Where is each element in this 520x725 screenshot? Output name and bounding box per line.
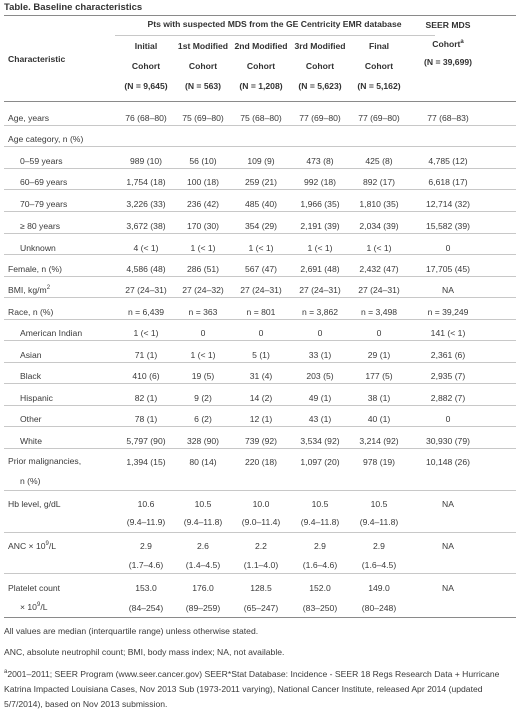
row-value: 17,705 (45) xyxy=(426,264,470,274)
row-value: 0 xyxy=(258,328,264,338)
row-range: (9.0–11.4) xyxy=(241,517,281,527)
table-title: Table. Baseline characteristics xyxy=(4,2,143,13)
row-value: 978 (19) xyxy=(362,457,395,467)
row-range: (1.4–4.5) xyxy=(185,560,221,570)
row-value: 1,966 (35) xyxy=(300,199,340,209)
row-range: (9.4–11.8) xyxy=(183,517,223,527)
row-value: 354 (29) xyxy=(244,221,277,231)
footnote-abbreviations: ANC, absolute neutrophil count; BMI, body mass index; NA, not available. xyxy=(4,647,285,657)
row-label xyxy=(8,285,50,296)
row-separator xyxy=(4,233,516,234)
row-label-text: Other xyxy=(20,414,42,424)
row-label-sup: 2 xyxy=(46,285,51,292)
row-value: 27 (24–31) xyxy=(125,285,167,295)
footnote-seer-source xyxy=(4,667,516,712)
row-value: 10.5 xyxy=(311,499,329,509)
row-value: 4 (< 1) xyxy=(133,243,159,253)
row-label-text: ANC × 10 xyxy=(8,541,46,551)
row-label-text: ≥ 80 years xyxy=(20,221,61,231)
row-value: 2,691 (48) xyxy=(300,264,340,274)
row-value: 77 (69–80) xyxy=(299,113,341,123)
row-value: 1 (< 1) xyxy=(133,328,159,338)
row-value: 10.5 xyxy=(370,499,388,509)
row-value: 78 (1) xyxy=(134,414,158,424)
row-value: n = 3,498 xyxy=(360,307,398,317)
row-value: 3,672 (38) xyxy=(126,221,166,231)
row-value: 152.0 xyxy=(309,583,331,593)
row-value: 992 (18) xyxy=(303,177,336,187)
row-value: 80 (14) xyxy=(189,457,217,467)
row-value: 236 (42) xyxy=(186,199,219,209)
row-value: 0 xyxy=(376,328,382,338)
row-value: 56 (10) xyxy=(189,156,217,166)
row-label-text: 70–79 years xyxy=(20,199,68,209)
row-label xyxy=(20,414,42,425)
row-label-sup: 9 xyxy=(45,541,49,548)
row-label-text: Asian xyxy=(20,350,42,360)
row-value: 5 (1) xyxy=(252,350,270,360)
row-value: 27 (24–31) xyxy=(358,285,400,295)
row-range: (84–254) xyxy=(128,603,164,613)
bottom-rule xyxy=(4,617,516,618)
row-separator xyxy=(4,146,516,147)
group-rule xyxy=(115,35,435,36)
row-value: 170 (30) xyxy=(186,221,219,231)
row-value: 1,754 (18) xyxy=(126,177,166,187)
row-value: 203 (5) xyxy=(306,371,334,381)
row-value: NA xyxy=(442,583,454,593)
row-value: 2.2 xyxy=(255,541,267,551)
row-separator xyxy=(4,573,516,574)
cohort-header-4-n: (N = 5,623) xyxy=(298,81,342,91)
row-value: 3,226 (33) xyxy=(126,199,166,209)
row-value: 38 (1) xyxy=(367,393,391,403)
row-value: 989 (10) xyxy=(129,156,162,166)
row-value: 33 (1) xyxy=(308,350,332,360)
row-value: 3,214 (92) xyxy=(359,436,399,446)
row-label xyxy=(20,199,67,210)
row-value: 0 xyxy=(445,414,451,424)
cohort-header-2-line2: Cohort xyxy=(188,61,218,71)
cohort-header-5-line2: Cohort xyxy=(364,61,394,71)
row-label: Prior malignancies, xyxy=(8,456,82,466)
cohort-header-1-n: (N = 9,645) xyxy=(124,81,168,91)
row-value: 75 (69–80) xyxy=(182,113,224,123)
row-range: (89–259) xyxy=(185,603,221,613)
row-value: 1,097 (20) xyxy=(300,457,340,467)
row-label: Hb level, g/dL xyxy=(8,499,61,509)
row-value: 9 (2) xyxy=(194,393,212,403)
row-value: n = 801 xyxy=(246,307,276,317)
row-value: NA xyxy=(442,541,454,551)
seer-header-line2 xyxy=(408,38,488,51)
header-rule xyxy=(4,101,516,102)
row-separator xyxy=(4,168,516,169)
row-value: 410 (6) xyxy=(132,371,160,381)
row-separator xyxy=(4,490,516,491)
row-separator xyxy=(4,297,516,298)
row-value: 6,618 (17) xyxy=(428,177,468,187)
row-range: (65–247) xyxy=(243,603,279,613)
row-range: (80–248) xyxy=(361,603,397,613)
seer-header-n: (N = 39,699) xyxy=(423,57,472,67)
cohort-header-3-n: (N = 1,208) xyxy=(239,81,283,91)
row-value: 4,785 (12) xyxy=(428,156,468,166)
row-value: 10,148 (26) xyxy=(426,457,470,467)
cohort-header-3-line1: 2nd Modified xyxy=(234,41,288,51)
row-label-text: White xyxy=(20,436,42,446)
row-value: 27 (24–31) xyxy=(240,285,282,295)
row-label-text: Unknown xyxy=(20,243,56,253)
row-label xyxy=(20,371,41,382)
row-value: 220 (18) xyxy=(244,457,277,467)
row-label xyxy=(20,243,56,254)
row-value: 109 (9) xyxy=(247,156,275,166)
row-value: 10.6 xyxy=(137,499,155,509)
row-separator xyxy=(4,448,516,449)
row-value: 75 (68–80) xyxy=(240,113,282,123)
row-label xyxy=(8,307,53,318)
row-value: 259 (21) xyxy=(244,177,277,187)
row-label xyxy=(20,436,42,447)
row-label-text: American Indian xyxy=(20,328,83,338)
row-range: (1.1–4.0) xyxy=(243,560,279,570)
row-value: 27 (24–32) xyxy=(182,285,224,295)
row-separator xyxy=(4,362,516,363)
seer-header-marker: a xyxy=(460,39,464,46)
row-value: 1 (< 1) xyxy=(190,243,216,253)
cohort-header-2-line1: 1st Modified xyxy=(177,41,229,51)
row-value: 31 (4) xyxy=(249,371,273,381)
row-label-text: /L xyxy=(40,602,48,612)
row-value: 2,191 (39) xyxy=(300,221,340,231)
row-value: 128.5 xyxy=(250,583,272,593)
row-value: 1,810 (35) xyxy=(359,199,399,209)
row-label xyxy=(8,264,62,275)
row-separator xyxy=(4,319,516,320)
row-value: 177 (5) xyxy=(365,371,393,381)
row-range: (1.6–4.5) xyxy=(361,560,397,570)
row-separator xyxy=(4,532,516,533)
row-label-text: Black xyxy=(20,371,42,381)
row-range: (1.6–4.6) xyxy=(302,560,338,570)
row-value: 1 (< 1) xyxy=(248,243,274,253)
row-separator xyxy=(4,254,516,255)
row-value: 2.9 xyxy=(314,541,326,551)
row-value: n = 3,862 xyxy=(301,307,339,317)
row-label: n (%) xyxy=(20,476,41,486)
row-value: 100 (18) xyxy=(186,177,219,187)
row-value: 2.9 xyxy=(373,541,385,551)
row-value: 10.0 xyxy=(252,499,270,509)
row-value: 30,930 (79) xyxy=(426,436,470,446)
row-value: 3,534 (92) xyxy=(300,436,340,446)
cohort-header-4-line1: 3rd Modified xyxy=(294,41,346,51)
characteristic-header: Characteristic xyxy=(8,54,66,64)
row-value: 4,586 (48) xyxy=(126,264,166,274)
row-range: (9.4–11.8) xyxy=(300,517,340,527)
row-value: 2,882 (7) xyxy=(430,393,466,403)
row-separator xyxy=(4,383,516,384)
row-value: n = 39,249 xyxy=(427,307,469,317)
row-value: 2,034 (39) xyxy=(359,221,399,231)
row-label xyxy=(8,134,83,145)
row-value: 153.0 xyxy=(135,583,157,593)
row-separator xyxy=(4,405,516,406)
row-label-text: 60–69 years xyxy=(20,177,68,187)
footnote-marker: a xyxy=(4,669,8,676)
seer-header-cohort: Cohort xyxy=(432,39,461,49)
row-value: 149.0 xyxy=(368,583,390,593)
row-label-text: Hispanic xyxy=(20,393,53,403)
row-value: 176.0 xyxy=(192,583,214,593)
row-value: 0 xyxy=(317,328,323,338)
row-value: 29 (1) xyxy=(367,350,391,360)
row-value: 1,394 (15) xyxy=(126,457,166,467)
row-value: 77 (68–83) xyxy=(427,113,469,123)
group-header: Pts with suspected MDS from the GE Centricity EMR database xyxy=(147,19,402,29)
cohort-header-2-n: (N = 563) xyxy=(184,81,222,91)
row-value: 2,935 (7) xyxy=(430,371,466,381)
row-label xyxy=(20,177,67,188)
row-label xyxy=(20,350,42,361)
row-value: 76 (68–80) xyxy=(125,113,167,123)
row-value: 19 (5) xyxy=(191,371,215,381)
row-value: 2,361 (6) xyxy=(430,350,466,360)
row-separator xyxy=(4,340,516,341)
row-value: 5,797 (90) xyxy=(126,436,166,446)
row-label-text: × 10 xyxy=(20,602,37,612)
row-value: 43 (1) xyxy=(308,414,332,424)
row-value: NA xyxy=(442,285,454,295)
cohort-header-3-line2: Cohort xyxy=(246,61,276,71)
row-range: (9.4–11.9) xyxy=(126,517,166,527)
footnote-seer-text: 2001–2011; SEER Program (www.seer.cancer.gov) SEER*Stat Database: Incidence - SEER 18 Regs Research Data + Hurricane Katrina Impacted Louisiana Cases, Nov 2013 Sub (1973-2011 varying), National Cancer Institute, released Apr 2014 (updated 5/7/2014), based on Nov 2013 submission. xyxy=(4,669,500,709)
row-value: 739 (92) xyxy=(244,436,277,446)
row-value: 82 (1) xyxy=(134,393,158,403)
row-value: 892 (17) xyxy=(362,177,395,187)
row-range: (1.7–4.6) xyxy=(128,560,164,570)
row-value: 1 (< 1) xyxy=(190,350,216,360)
row-label xyxy=(20,328,82,339)
row-value: 2.9 xyxy=(140,541,152,551)
row-value: 473 (8) xyxy=(306,156,334,166)
cohort-header-4-line2: Cohort xyxy=(305,61,335,71)
row-value: 0 xyxy=(200,328,206,338)
row-label-text: BMI, kg/m xyxy=(8,285,47,295)
row-separator xyxy=(4,125,516,126)
row-label-text: 0–59 years xyxy=(20,156,63,166)
row-value: 12 (1) xyxy=(249,414,273,424)
row-value: 328 (90) xyxy=(186,436,219,446)
row-separator xyxy=(4,211,516,212)
row-value: 12,714 (32) xyxy=(426,199,470,209)
row-value: 0 xyxy=(445,243,451,253)
row-label xyxy=(20,156,63,167)
row-value: 77 (69–80) xyxy=(358,113,400,123)
row-value: 6 (2) xyxy=(194,414,212,424)
row-value: 2,432 (47) xyxy=(359,264,399,274)
row-label xyxy=(8,541,56,552)
row-value: 27 (24–31) xyxy=(299,285,341,295)
row-value: 1 (< 1) xyxy=(307,243,333,253)
row-range: (9.4–11.8) xyxy=(359,517,399,527)
row-value: 1 (< 1) xyxy=(366,243,392,253)
cohort-header-5-line1: Final xyxy=(368,41,390,51)
cohort-header-1-line1: Initial xyxy=(134,41,158,51)
row-label xyxy=(20,393,53,404)
row-value: n = 363 xyxy=(188,307,218,317)
row-separator xyxy=(4,276,516,277)
row-value: 14 (2) xyxy=(249,393,273,403)
row-label-sup: 9 xyxy=(36,602,41,609)
row-label-text: /L xyxy=(48,541,57,551)
row-value: 2.6 xyxy=(197,541,209,551)
row-value: 141 (< 1) xyxy=(430,328,466,338)
row-value: 485 (40) xyxy=(244,199,277,209)
row-label-text: Age category, n (%) xyxy=(8,134,84,144)
row-label xyxy=(8,113,49,124)
row-label xyxy=(20,602,47,613)
row-label xyxy=(20,221,60,232)
row-value: 40 (1) xyxy=(367,414,391,424)
row-label-text: Age, years xyxy=(8,113,50,123)
row-label: Platelet count xyxy=(8,583,61,593)
row-range: (83–250) xyxy=(302,603,338,613)
row-separator xyxy=(4,189,516,190)
cohort-header-1-line2: Cohort xyxy=(131,61,161,71)
row-value: 286 (51) xyxy=(186,264,219,274)
cohort-header-5-n: (N = 5,162) xyxy=(357,81,401,91)
footnote-median: All values are median (interquartile range) unless otherwise stated. xyxy=(4,626,259,636)
row-value: 49 (1) xyxy=(308,393,332,403)
row-label-text: Female, n (%) xyxy=(8,264,62,274)
top-rule xyxy=(4,15,516,16)
row-value: 71 (1) xyxy=(134,350,158,360)
seer-header-line1: SEER MDS xyxy=(425,20,471,30)
row-value: 10.5 xyxy=(194,499,212,509)
row-value: NA xyxy=(442,499,454,509)
row-value: n = 6,439 xyxy=(127,307,165,317)
row-value: 567 (47) xyxy=(244,264,277,274)
row-label-text: Race, n (%) xyxy=(8,307,54,317)
row-value: 15,582 (39) xyxy=(426,221,470,231)
row-separator xyxy=(4,426,516,427)
row-value: 425 (8) xyxy=(365,156,393,166)
